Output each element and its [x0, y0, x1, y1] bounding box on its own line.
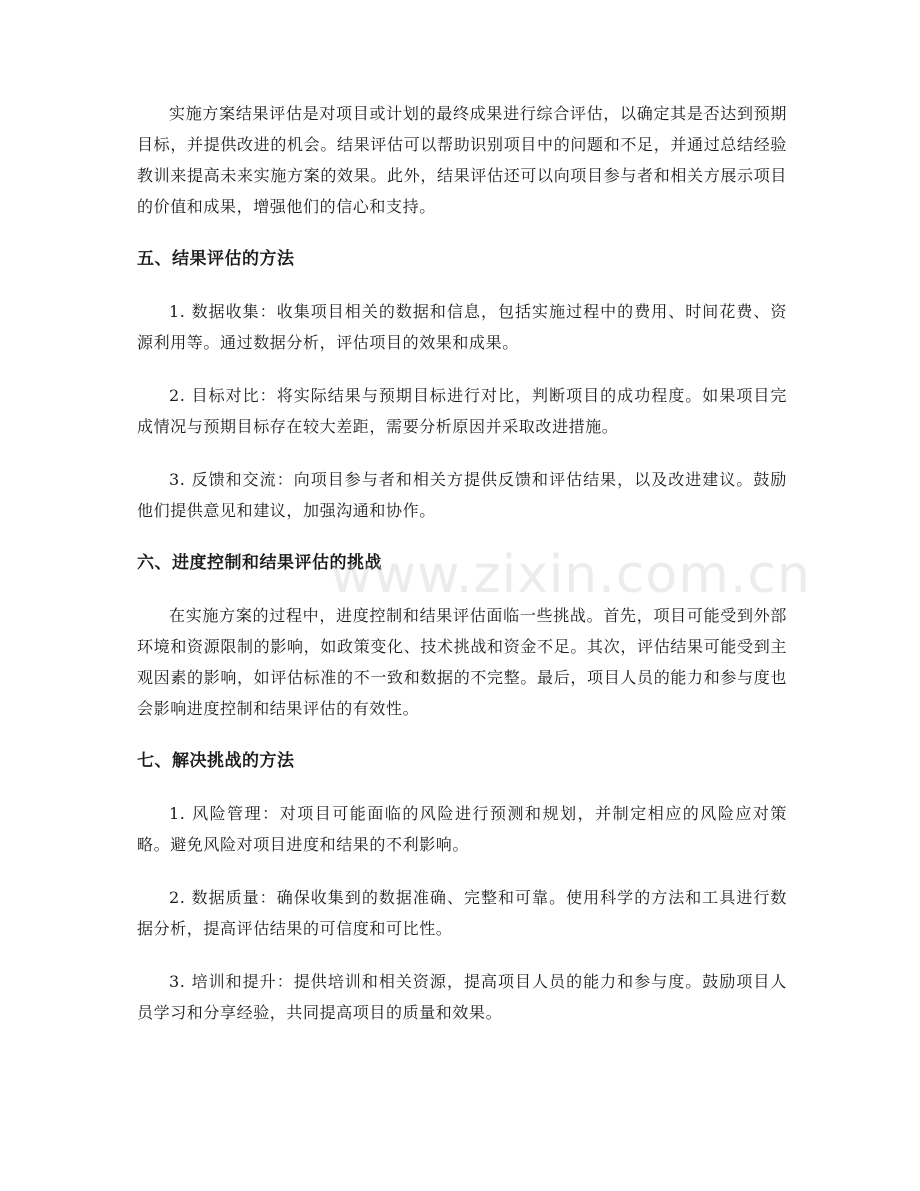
section-heading-6: 六、进度控制和结果评估的挑战 [137, 553, 382, 573]
list-item-risk-management: 1. 风险管理：对项目可能面临的风险进行预测和规划，并制定相应的风险应对策略。避免风险对项目进度和结果的不利影响。 [137, 804, 787, 854]
list-item-target-comparison: 2. 目标对比：将实际结果与预期目标进行对比，判断项目的成功程度。如果项目完成情况与预期目标存在较大差距，需要分析原因并采取改进措施。 [137, 386, 787, 436]
section-heading-7: 七、解决挑战的方法 [137, 751, 295, 771]
intro-paragraph: 实施方案结果评估是对项目或计划的最终成果进行综合评估，以确定其是否达到预期目标，并提供改进的机会。结果评估可以帮助识别项目中的问题和不足，并通过总结经验教训来提高未来实施方案的效果。此外，结果评估还可以向项目参与者和相关方展示项目的价值和成果，增强他们的信心和支持。 [137, 104, 787, 216]
section-heading-5: 五、结果评估的方法 [137, 249, 295, 269]
list-item-feedback: 3. 反馈和交流：向项目参与者和相关方提供反馈和评估结果，以及改进建议。鼓励他们提供意见和建议，加强沟通和协作。 [137, 470, 787, 520]
document-body [137, 98, 787, 1050]
list-item-data-collection: 1. 数据收集：收集项目相关的数据和信息，包括实施过程中的费用、时间花费、资源利用等。通过数据分析，评估项目的效果和成果。 [137, 302, 787, 352]
list-item-training: 3. 培训和提升：提供培训和相关资源，提高项目人员的能力和参与度。鼓励项目人员学习和分享经验，共同提高项目的质量和效果。 [137, 972, 787, 1022]
challenges-paragraph: 在实施方案的过程中，进度控制和结果评估面临一些挑战。首先，项目可能受到外部环境和资源限制的影响，如政策变化、技术挑战和资金不足。其次，评估结果可能受到主观因素的影响，如评估标准的不一致和数据的不完整。最后，项目人员的能力和参与度也会影响进度控制和结果评估的有效性。 [137, 606, 787, 718]
list-item-data-quality: 2. 数据质量：确保收集到的数据准确、完整和可靠。使用科学的方法和工具进行数据分析，提高评估结果的可信度和可比性。 [137, 888, 787, 938]
watermark: www.zixin.com.cn [330, 545, 811, 605]
